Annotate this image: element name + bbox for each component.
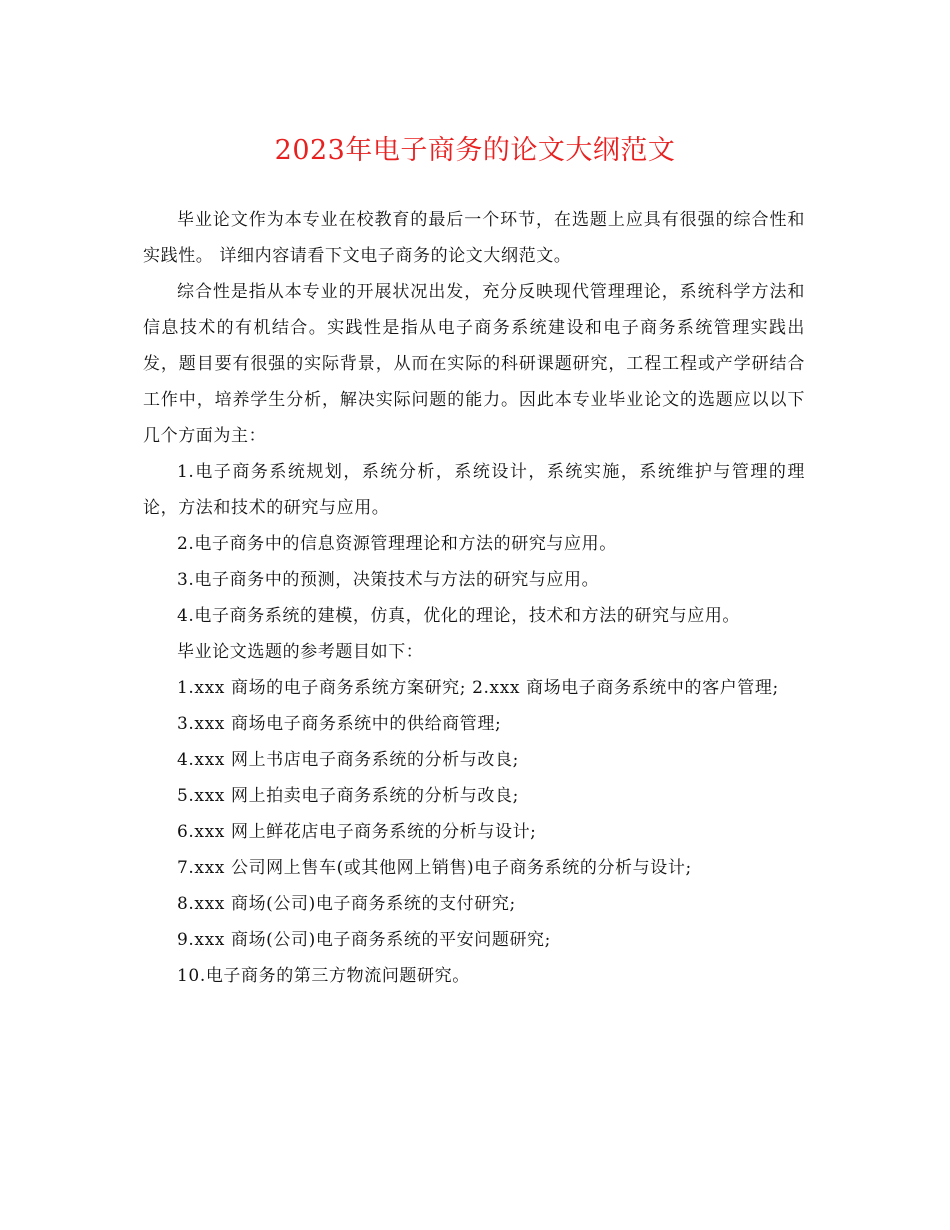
document-body — [143, 202, 805, 994]
topics-heading: 毕业论文选题的参考题目如下： — [177, 642, 424, 662]
list-item: 9.xxx 商场(公司)电子商务系统的平安问题研究; — [177, 930, 551, 950]
list-item: 2.电子商务中的信息资源管理理论和方法的研究与应用。 — [177, 534, 617, 554]
list-item: 7.xxx 公司网上售车(或其他网上销售)电子商务系统的分析与设计; — [177, 858, 692, 878]
list-item: 1.电子商务系统规划，系统分析，系统设计，系统实施，系统维护与管理的理论，方法和技术的研究与应用。 — [143, 462, 805, 518]
list-item: 4.xxx 网上书店电子商务系统的分析与改良; — [177, 750, 519, 770]
paragraph-intro: 毕业论文作为本专业在校教育的最后一个环节，在选题上应具有很强的综合性和实践性。 详细内容请看下文电子商务的论文大纲范文。 — [143, 210, 805, 266]
document-title: 2023年电子商务的论文大纲范文 — [274, 135, 676, 166]
list-item: 3.电子商务中的预测，决策技术与方法的研究与应用。 — [177, 570, 600, 590]
list-item: 4.电子商务系统的建模，仿真，优化的理论，技术和方法的研究与应用。 — [177, 606, 741, 626]
list-item: 6.xxx 网上鲜花店电子商务系统的分析与设计; — [177, 822, 537, 842]
paragraph-description: 综合性是指从本专业的开展状况出发，充分反映现代管理理论，系统科学方法和信息技术的有机结合。实践性是指从电子商务系统建设和电子商务系统管理实践出发，题目要有很强的实际背景，从而在实际的科研课题研究，工程工程或产学研结合工作中，培养学生分析，解决实际问题的能力。因此本专业毕业论文的选题应以以下几个方面为主： — [143, 282, 805, 446]
list-item: 10.电子商务的第三方物流问题研究。 — [177, 966, 470, 986]
list-item: 8.xxx 商场(公司)电子商务系统的支付研究; — [177, 894, 516, 914]
list-item: 1.xxx 商场的电子商务系统方案研究; 2.xxx 商场电子商务系统中的客户管理; — [177, 678, 779, 698]
list-item: 5.xxx 网上拍卖电子商务系统的分析与改良; — [177, 786, 519, 806]
list-item: 3.xxx 商场电子商务系统中的供给商管理; — [177, 714, 502, 734]
